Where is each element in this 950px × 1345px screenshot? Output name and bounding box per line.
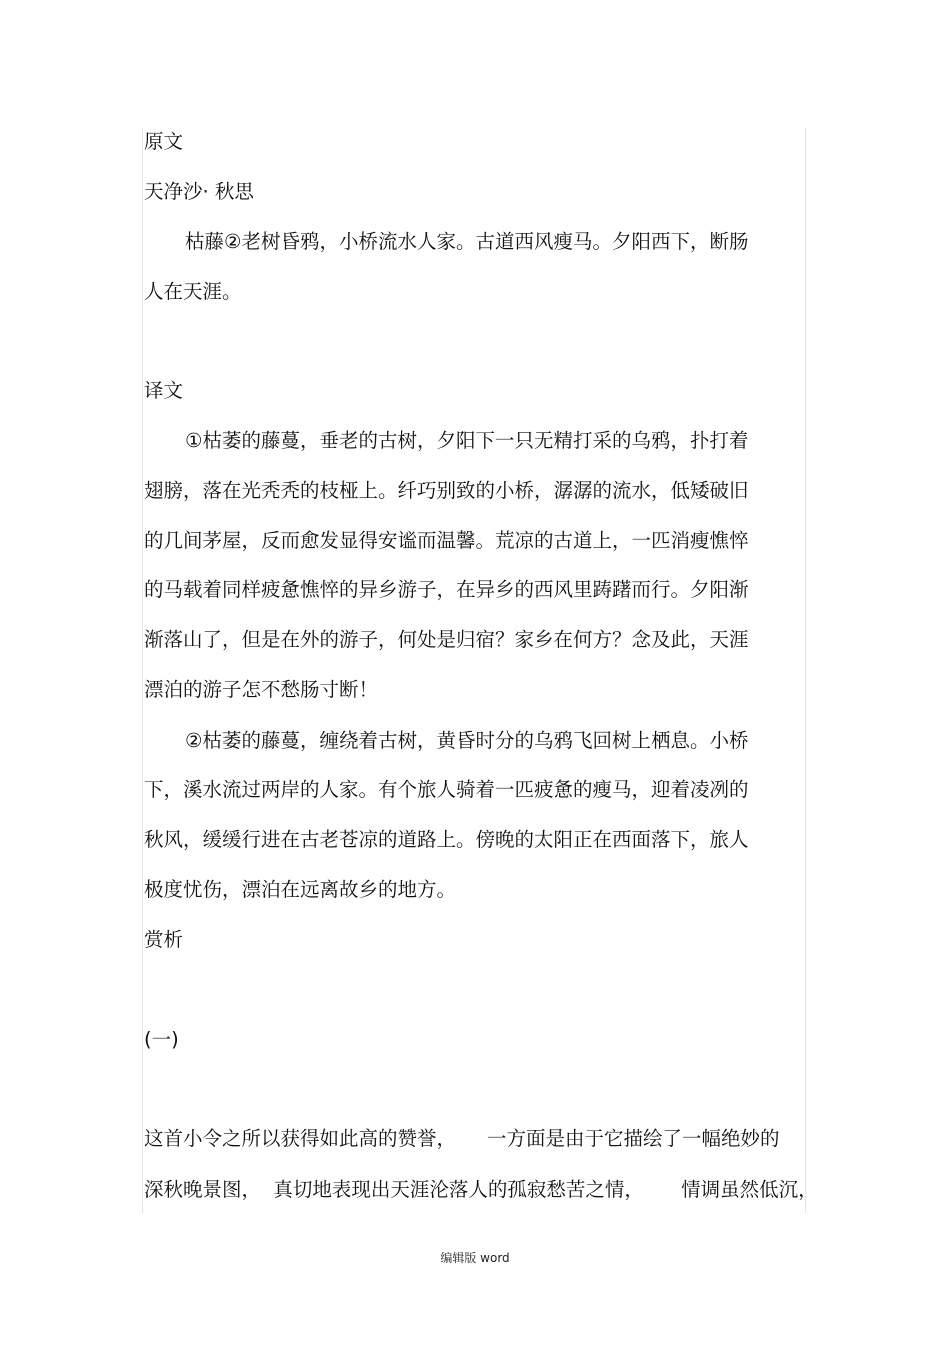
poem-line: 枯藤②老树昏鸦，小桥流水人家。古道西风瘦马。夕阳西下，断肠: [185, 230, 749, 253]
translation-line: 渐落山了，但是在外的游子，何处是归宿？家乡在何方？念及此，天涯: [144, 628, 749, 651]
translation-line: ①枯萎的藤蔓，垂老的古树，夕阳下一只无精打采的乌鸦，扑打着: [185, 429, 749, 452]
section-heading-translation: 译文: [144, 379, 184, 402]
appreciation-line: 这首小令之所以获得如此高的赞誉， 一方面是由于它描绘了一幅绝妙的: [144, 1127, 780, 1150]
appreciation-line: 深秋晚景图， 真切地表现出天涯沦落人的孤寂愁苦之情， 情调虽然低沉，: [144, 1178, 818, 1201]
translation-line: 下，溪水流过两岸的人家。有个旅人骑着一匹疲惫的瘦马，迎着凌冽的: [144, 778, 749, 801]
page-footer: 编辑版 word: [440, 1251, 510, 1265]
translation-line: 极度忧伤，漂泊在远离故乡的地方。: [144, 878, 457, 901]
translation-line: 翅膀，落在光秃秃的枝桠上。纤巧别致的小桥，潺潺的流水，低矮破旧: [144, 479, 749, 502]
part-heading-one: (一): [144, 1028, 179, 1051]
page-margin-rule: [142, 128, 806, 1213]
translation-line: 秋风，缓缓行进在古老苍凉的道路上。傍晚的太阳正在西面落下，旅人: [144, 828, 749, 851]
translation-line: 的几间茅屋，反而愈发显得安谧而温馨。荒凉的古道上，一匹消瘦憔悴: [144, 529, 749, 552]
translation-line: 的马载着同样疲惫憔悴的异乡游子，在异乡的西风里踌躇而行。夕阳渐: [144, 578, 749, 601]
translation-line: 漂泊的游子怎不愁肠寸断！: [144, 678, 379, 701]
poem-line: 人在天涯。: [144, 280, 242, 303]
translation-line: ②枯萎的藤蔓，缠绕着古树，黄昏时分的乌鸦飞回树上栖息。小桥: [185, 729, 749, 752]
section-heading-appreciation: 赏析: [144, 928, 184, 951]
poem-title: 天净沙· 秋思: [144, 180, 254, 203]
section-heading-original: 原文: [144, 130, 184, 153]
